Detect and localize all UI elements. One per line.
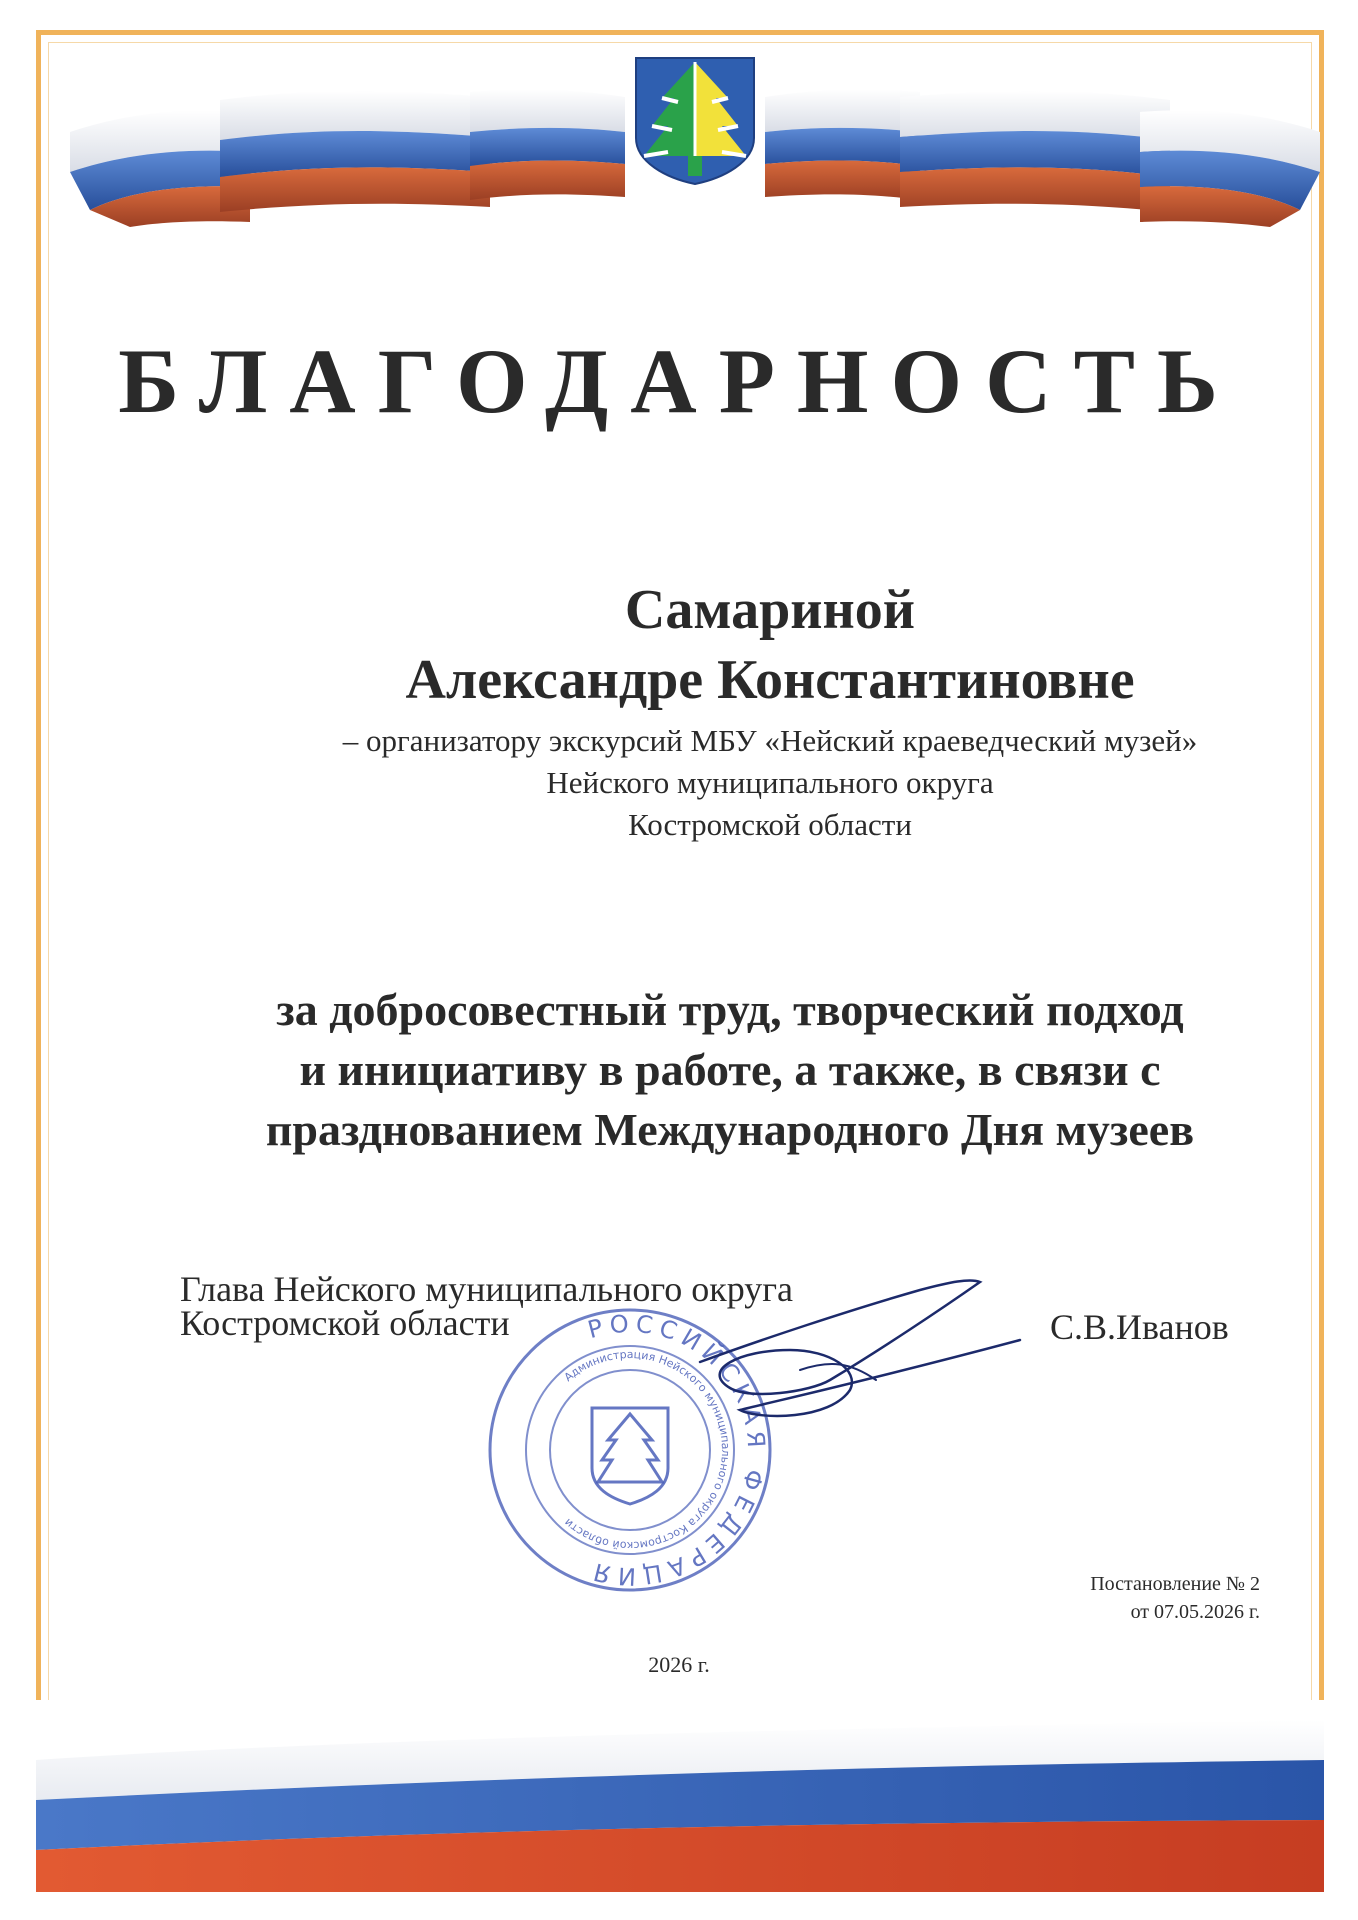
seal-inner-text: Администрация Нейского муниципального округа Костромской области <box>561 1347 733 1553</box>
decree-reference <box>1040 1570 1260 1626</box>
signer-line2: Костромской области <box>180 1303 510 1343</box>
position-line2: Нейского муниципального округа <box>546 765 994 800</box>
reason-line2: и инициативу в работе, а также, в связи с <box>299 1044 1161 1095</box>
recipient-name <box>300 575 1240 715</box>
signer-name: С.В.Иванов <box>1050 1307 1229 1347</box>
recipient-position <box>200 720 1340 846</box>
signature <box>680 1270 1100 1530</box>
seal-outer-text: РОССИЙСКАЯ ФЕДЕРАЦИЯ <box>584 1309 771 1591</box>
position-line3: Костромской области <box>628 807 912 842</box>
issue-year: 2026 г. <box>648 1652 710 1677</box>
coat-of-arms-icon <box>628 52 762 186</box>
reason-line3: празднованием Международного Дня музеев <box>265 1104 1195 1155</box>
bottom-flag-ribbon <box>36 1700 1324 1892</box>
decree-line2: от 07.05.2026 г. <box>1130 1601 1260 1623</box>
recipient-name-line1: Самариной <box>624 579 916 641</box>
reason-line1: за добросовестный труд, творческий подход <box>276 984 1184 1035</box>
decree-line1: Постановление № 2 <box>1090 1573 1260 1595</box>
position-line1: – организатору экскурсий МБУ «Нейский краеведческий музей» <box>342 723 1198 758</box>
recipient-name-line2: Александре Константиновне <box>405 649 1135 711</box>
certificate-title: БЛАГОДАРНОСТЬ <box>118 330 1240 432</box>
award-reason <box>150 980 1310 1160</box>
signer-line1: Глава Нейского муниципального округа <box>180 1269 793 1309</box>
